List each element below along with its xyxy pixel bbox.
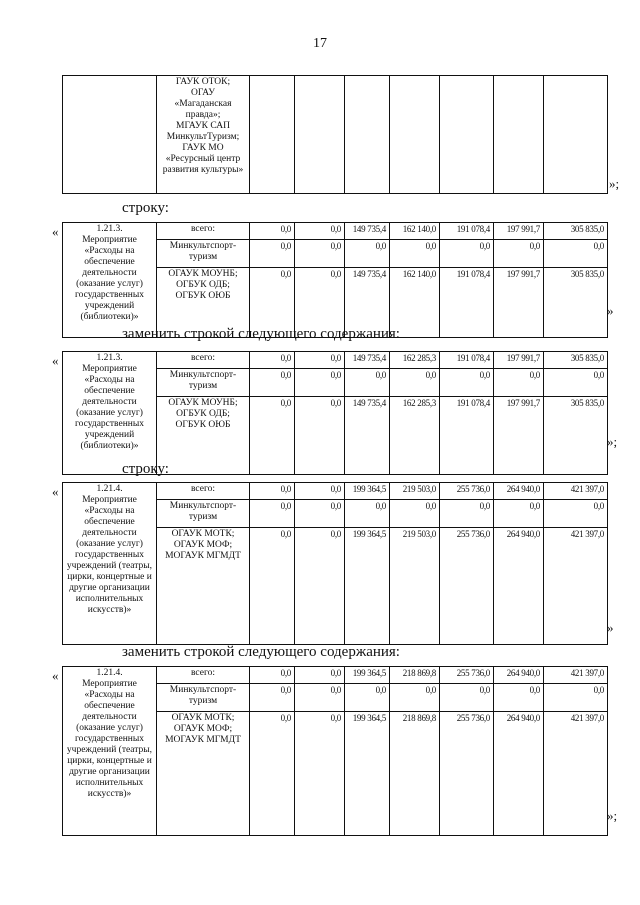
value-cell: 218 869,8 xyxy=(390,712,440,836)
value-cell: 421 397,0 xyxy=(544,712,608,836)
value-cell: 421 397,0 xyxy=(544,528,608,645)
value-cell: 264 940,0 xyxy=(494,528,544,645)
table-row xyxy=(63,667,608,684)
value-cell: 199 364,5 xyxy=(345,712,390,836)
row-label-total: всего: xyxy=(157,667,250,684)
value-cell: 305 835,0 xyxy=(544,223,608,240)
value-cell: 0,0 xyxy=(345,240,390,268)
value-cell: 191 078,4 xyxy=(440,268,494,338)
value-cell: 264 940,0 xyxy=(494,483,544,500)
value-cell: 421 397,0 xyxy=(544,483,608,500)
measure-cell xyxy=(63,483,157,645)
value-cell: 191 078,4 xyxy=(440,397,494,475)
value-cell: 0,0 xyxy=(250,369,295,397)
closing-quote: »; xyxy=(607,808,618,823)
value-cell: 0,0 xyxy=(345,500,390,528)
value-cell: 0,0 xyxy=(295,223,345,240)
value-cell: 197 991,7 xyxy=(494,223,544,240)
value-cell: 0,0 xyxy=(390,369,440,397)
value-cell: 255 736,0 xyxy=(440,712,494,836)
value-cell: 0,0 xyxy=(544,369,608,397)
value-cell: 0,0 xyxy=(440,500,494,528)
row-label-executors: ОГАУК МОТК; ОГАУК МОФ; МОГАУК МГМДТ xyxy=(157,528,250,645)
value-cell: 162 140,0 xyxy=(390,268,440,338)
caption-replace-with: заменить строкой следующего содержания: xyxy=(122,644,400,660)
value-cell: 0,0 xyxy=(295,483,345,500)
value-cell: 0,0 xyxy=(390,500,440,528)
value-cell: 0,0 xyxy=(440,240,494,268)
value-cell: 199 364,5 xyxy=(345,483,390,500)
measure-code: 1.21.3. xyxy=(96,353,123,363)
value-cell: 255 736,0 xyxy=(440,667,494,684)
row-label-total: всего: xyxy=(157,352,250,369)
value-cell: 0,0 xyxy=(295,352,345,369)
closing-quote: »; xyxy=(609,176,620,191)
value-cell: 0,0 xyxy=(390,684,440,712)
measure-table xyxy=(62,351,608,475)
value-cell: 149 735,4 xyxy=(345,352,390,369)
value-cell: 0,0 xyxy=(345,369,390,397)
value-cell: 0,0 xyxy=(250,684,295,712)
row-label-ministry: Минкультспорт-туризм xyxy=(157,684,250,712)
value-cell: 0,0 xyxy=(390,240,440,268)
value-cell: 305 835,0 xyxy=(544,352,608,369)
value-cell: 0,0 xyxy=(440,369,494,397)
measure-code: 1.21.4. xyxy=(96,484,123,494)
value-cell: 0,0 xyxy=(440,684,494,712)
closing-quote: » xyxy=(607,303,614,318)
value-cell: 421 397,0 xyxy=(544,667,608,684)
measure-table xyxy=(62,666,608,836)
value-cell: 149 735,4 xyxy=(345,223,390,240)
value-cell: 0,0 xyxy=(295,712,345,836)
table-row xyxy=(63,352,608,369)
row-label-total: всего: xyxy=(157,223,250,240)
closing-quote: » xyxy=(607,620,614,635)
value-cell: 0,0 xyxy=(250,712,295,836)
value-cell: 0,0 xyxy=(295,500,345,528)
value-cell: 0,0 xyxy=(295,268,345,338)
value-cell: 0,0 xyxy=(295,667,345,684)
table-row xyxy=(63,223,608,240)
row-label-ministry: Минкультспорт-туризм xyxy=(157,240,250,268)
measure-cell xyxy=(63,667,157,836)
opening-quote: « xyxy=(52,668,59,683)
page-number: 17 xyxy=(313,36,327,51)
measure-table xyxy=(62,482,608,645)
value-cell: 219 503,0 xyxy=(390,483,440,500)
caption-replace-with: заменить строкой следующего содержания: xyxy=(122,326,400,342)
value-cell: 149 735,4 xyxy=(345,268,390,338)
row-label-ministry: Минкультспорт-туризм xyxy=(157,369,250,397)
value-cell: 0,0 xyxy=(250,352,295,369)
value-cell: 0,0 xyxy=(544,240,608,268)
value-cell: 0,0 xyxy=(494,500,544,528)
value-cell: 0,0 xyxy=(544,500,608,528)
value-cell: 305 835,0 xyxy=(544,397,608,475)
row-label-executors: ОГАУК МОУНБ; ОГБУК ОДБ; ОГБУК ОЮБ xyxy=(157,268,250,338)
measure-name: Мероприятие «Расходы на обеспечение деятельности (оказание услуг) государственных учреждений (библиотеки)» xyxy=(74,364,144,451)
value-cell: 197 991,7 xyxy=(494,352,544,369)
value-cell: 264 940,0 xyxy=(494,667,544,684)
value-cell: 255 736,0 xyxy=(440,528,494,645)
value-cell: 0,0 xyxy=(494,684,544,712)
value-cell: 218 869,8 xyxy=(390,667,440,684)
value-cell: 0,0 xyxy=(250,240,295,268)
top-table-executors: ГАУК ОТОК; ОГАУ «Магаданская правда»; МГАУК САП МинкультТуризм; ГАУК МО «Ресурсный центр развития культуры» xyxy=(157,76,250,194)
closing-quote: »; xyxy=(607,434,618,449)
value-cell: 0,0 xyxy=(295,397,345,475)
caption-replace-line: строку: xyxy=(122,461,169,477)
row-label-executors: ОГАУК МОУНБ; ОГБУК ОДБ; ОГБУК ОЮБ xyxy=(157,397,250,475)
value-cell: 162 285,3 xyxy=(390,352,440,369)
value-cell: 0,0 xyxy=(250,500,295,528)
opening-quote: « xyxy=(52,353,59,368)
value-cell: 0,0 xyxy=(544,684,608,712)
value-cell: 0,0 xyxy=(250,223,295,240)
measure-code: 1.21.4. xyxy=(96,668,123,678)
value-cell: 0,0 xyxy=(295,684,345,712)
value-cell: 255 736,0 xyxy=(440,483,494,500)
value-cell: 0,0 xyxy=(250,483,295,500)
row-label-executors: ОГАУК МОТК; ОГАУК МОФ; МОГАУК МГМДТ xyxy=(157,712,250,836)
measure-name: Мероприятие «Расходы на обеспечение деятельности (оказание услуг) государственных учреждений (библиотеки)» xyxy=(74,235,144,322)
value-cell: 162 285,3 xyxy=(390,397,440,475)
measure-name: Мероприятие «Расходы на обеспечение деятельности (оказание услуг) государственных учреждений (театры, цирки, концертные и другие организации исполнительных искусств)» xyxy=(66,495,153,615)
value-cell: 0,0 xyxy=(295,528,345,645)
value-cell: 305 835,0 xyxy=(544,268,608,338)
value-cell: 197 991,7 xyxy=(494,268,544,338)
caption-replace-line: строку: xyxy=(122,200,169,216)
measure-code: 1.21.3. xyxy=(96,224,123,234)
value-cell: 0,0 xyxy=(494,369,544,397)
value-cell: 0,0 xyxy=(250,397,295,475)
value-cell: 149 735,4 xyxy=(345,397,390,475)
opening-quote: « xyxy=(52,484,59,499)
value-cell: 197 991,7 xyxy=(494,397,544,475)
value-cell: 0,0 xyxy=(295,369,345,397)
measure-name: Мероприятие «Расходы на обеспечение деятельности (оказание услуг) государственных учреждений (театры, цирки, концертные и другие организации исполнительных искусств)» xyxy=(66,679,153,799)
top-table-code-cell xyxy=(63,76,157,194)
value-cell: 162 140,0 xyxy=(390,223,440,240)
measure-cell xyxy=(63,223,157,338)
value-cell: 199 364,5 xyxy=(345,667,390,684)
value-cell: 0,0 xyxy=(295,240,345,268)
value-cell: 199 364,5 xyxy=(345,528,390,645)
value-cell: 191 078,4 xyxy=(440,352,494,369)
value-cell: 264 940,0 xyxy=(494,712,544,836)
opening-quote: « xyxy=(52,224,59,239)
table-row xyxy=(63,483,608,500)
value-cell: 0,0 xyxy=(345,684,390,712)
value-cell: 0,0 xyxy=(494,240,544,268)
row-label-ministry: Минкультспорт-туризм xyxy=(157,500,250,528)
value-cell: 0,0 xyxy=(250,268,295,338)
value-cell: 219 503,0 xyxy=(390,528,440,645)
measure-table xyxy=(62,222,608,338)
top-table xyxy=(62,75,608,194)
measure-cell xyxy=(63,352,157,475)
row-label-total: всего: xyxy=(157,483,250,500)
value-cell: 0,0 xyxy=(250,667,295,684)
value-cell: 0,0 xyxy=(250,528,295,645)
value-cell: 191 078,4 xyxy=(440,223,494,240)
